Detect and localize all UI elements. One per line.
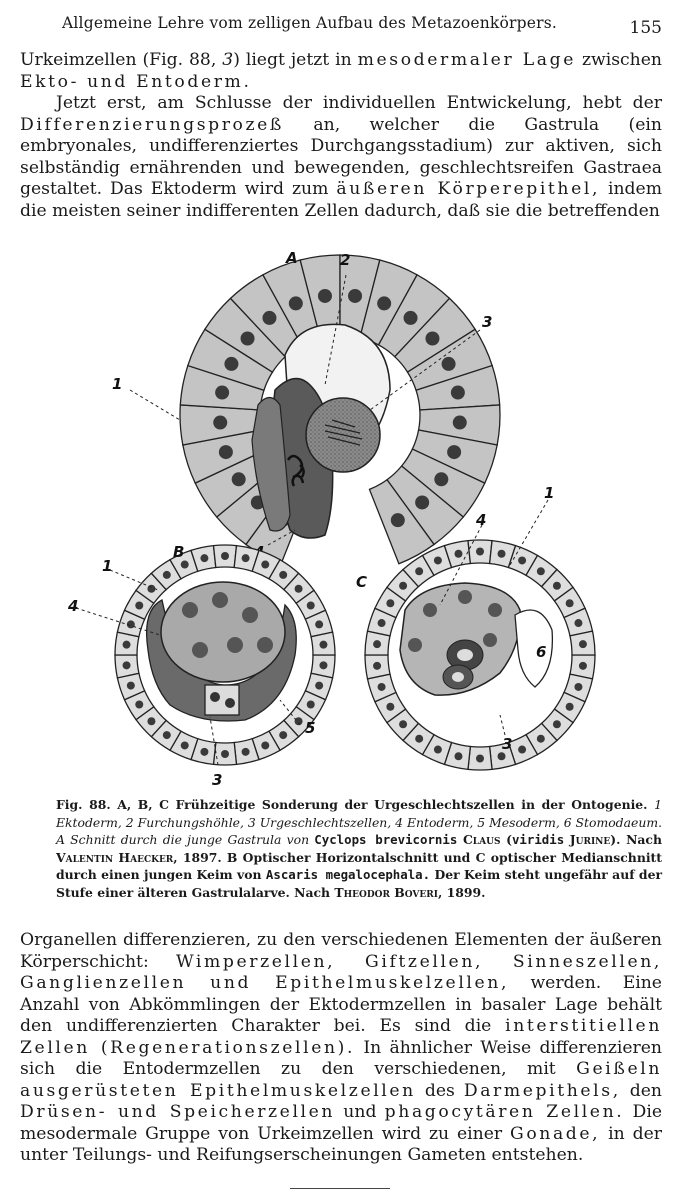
- figure-c-number: 4: [476, 511, 487, 529]
- page-number: 155: [629, 18, 662, 38]
- text-run: Der Keim steht ungefähr auf der Stufe einer älteren Gastrulalarve. Nach: [56, 867, 662, 900]
- spaced-term: Ekto- und Entoderm.: [20, 71, 252, 92]
- figure-a-nucleus: [219, 445, 233, 459]
- figure-b-nucleus: [135, 701, 143, 709]
- figure-c-nucleus: [566, 703, 574, 711]
- figure-b-nucleus: [315, 620, 323, 628]
- figure-b-nucleus: [315, 682, 323, 690]
- text-run: Urkeimzellen (Fig. 88,: [20, 50, 223, 70]
- figure-b-nucleus: [200, 554, 208, 562]
- figure-c-stomodaeum: [515, 610, 552, 687]
- figure-a-nucleus: [453, 416, 467, 430]
- figure-b-nucleus: [135, 602, 143, 610]
- figure-b-nucleus: [147, 717, 155, 725]
- figure-c-nucleus: [553, 720, 561, 728]
- figure-c-entoderm-nucleus: [483, 633, 497, 647]
- figure-a-nucleus: [404, 311, 418, 325]
- figure-b-nucleus: [123, 661, 131, 669]
- figure-a-nucleus: [241, 332, 255, 346]
- author-name: Claus: [457, 832, 501, 847]
- text-run: in der unter Teilungs- und Reifungserscheinungen Gameten entstehen.: [20, 1123, 662, 1165]
- spaced-term: Geißeln ausgerüsteten Epithelmuskelzellen: [20, 1059, 662, 1101]
- figure-c-nucleus: [373, 662, 381, 670]
- figure-b-entoderm-nucleus: [212, 592, 228, 608]
- spaced-term: Differenzierungsprozeß: [20, 114, 285, 135]
- figure-a-nucleus: [434, 472, 448, 486]
- text-run: und: [335, 1102, 385, 1122]
- figure-c-nucleus: [399, 720, 407, 728]
- text-run: Jetzt erst, am Schlusse der individuellen Entwickelung, hebt der: [56, 93, 662, 113]
- figure-c-number: 3: [502, 735, 513, 753]
- text-run: an, welcher die Gastrula (ein embryonales, undifferenziertes Durchgangsstadium) zur aktiven, sich selbständig ernährenden und bewegenden, geschlechtsreifen Gastraea gestaltet. Das Ektoderm wird zum: [20, 114, 662, 199]
- figure-a-nucleus: [213, 416, 227, 430]
- text-run: In ähnlicher Weise differenzieren sich die Entodermzellen zu den verschiedenen, mit: [20, 1037, 663, 1079]
- figure-b-number: 3: [212, 771, 223, 789]
- figure-c-nucleus: [415, 735, 423, 743]
- body-text-top: [20, 50, 662, 222]
- figure-c-nucleus: [518, 746, 526, 754]
- figure-c-nucleus: [454, 550, 462, 558]
- spaced-term: Darmepithels,: [463, 1080, 621, 1101]
- figure-c-nucleus: [434, 746, 442, 754]
- figure-b-nucleus: [242, 748, 250, 756]
- figure-a-nucleus: [442, 357, 456, 371]
- species-name: Ascaris megalocephala.: [265, 867, 431, 882]
- species-name: Cyclops brevicornis: [314, 832, 458, 847]
- figure-88-illustration: [70, 245, 650, 795]
- author-name: Jurine: [564, 832, 611, 847]
- figure-b-nucleus: [163, 731, 171, 739]
- figure-b-nucleus: [307, 602, 315, 610]
- figure-c-nucleus: [476, 548, 484, 556]
- text-run: den: [620, 1080, 662, 1101]
- text-run: Fig. 88. A, B, C Frühzeitige Sonderung der Urgeschlechtszellen in der Ontogenie.: [56, 797, 655, 812]
- figure-b-nucleus: [123, 641, 131, 649]
- figure-a-nucleus: [318, 289, 332, 303]
- figure-a-nucleus: [289, 296, 303, 310]
- figure-a-nucleus: [224, 357, 238, 371]
- text-run: ) liegt jetzt in: [233, 50, 358, 70]
- figure-b-number: 1: [102, 557, 113, 575]
- figure-b-nucleus: [261, 561, 269, 569]
- text-run: , 1897. B Optischer Horizontalschnitt und C optischer Medianschnitt durch einen jungen Keim von: [56, 849, 662, 882]
- figure-b-number: 5: [305, 719, 316, 737]
- figure-c-nucleus: [537, 567, 545, 575]
- body-text-bottom: [20, 930, 662, 1167]
- figure-caption: [20, 796, 662, 901]
- figure-b-label: B: [173, 543, 185, 561]
- text-run: Die mesodermale Gruppe von Urkeimzellen wird zu einer: [20, 1102, 662, 1144]
- figure-c-number: 1: [544, 484, 555, 502]
- figure-a-nucleus: [415, 495, 429, 509]
- figure-c-nucleus: [579, 640, 587, 648]
- figure-b-nucleus: [295, 717, 303, 725]
- text-run: indem die meisten seiner indifferenten Zellen dadurch, daß sie die betreffenden: [20, 179, 662, 221]
- figure-b-entoderm-nucleus: [227, 637, 243, 653]
- figure-a-number: 2: [340, 251, 351, 269]
- figure-a-nucleus: [262, 311, 276, 325]
- figure-b-nucleus: [200, 748, 208, 756]
- figure-b-germ-nucleus: [225, 698, 235, 708]
- figure-b-nucleus: [279, 571, 287, 579]
- text-run: , 1899.: [437, 884, 486, 900]
- figure-c-nucleus: [574, 619, 582, 627]
- figure-c-nucleus: [415, 567, 423, 575]
- figure-c-nucleus: [498, 752, 506, 760]
- figure-c-entoderm-nucleus: [458, 590, 472, 604]
- figure-b-nucleus: [221, 750, 229, 758]
- figure-c-nucleus: [518, 556, 526, 564]
- figure-a-nucleus: [451, 386, 465, 400]
- figure-88: [70, 245, 650, 795]
- figure-c-number: 6: [536, 643, 547, 661]
- figure-c-nucleus: [373, 640, 381, 648]
- figure-a-nucleus: [377, 296, 391, 310]
- figure-c-germ-nucleus: [452, 672, 464, 682]
- figure-c-nucleus: [454, 752, 462, 760]
- species-name: viridis: [511, 832, 565, 847]
- figure-c-nucleus: [574, 683, 582, 691]
- text-run: 3: [222, 50, 234, 70]
- figure-b-entoderm-nucleus: [182, 602, 198, 618]
- figure-a: [112, 249, 500, 564]
- figure-a-label: A: [286, 249, 298, 267]
- figure-b-nucleus: [261, 741, 269, 749]
- figure-c-nucleus: [498, 550, 506, 558]
- figure-b-number: 4: [68, 597, 79, 615]
- figure-a-nucleus: [391, 513, 405, 527]
- figure-b-nucleus: [279, 731, 287, 739]
- figure-c-nucleus: [566, 599, 574, 607]
- figure-b-nucleus: [221, 552, 229, 560]
- header-title: Allgemeine Lehre vom zelligen Aufbau des Metazoenkörpers.: [62, 14, 558, 32]
- spaced-term: phagocytären Zellen.: [384, 1102, 625, 1122]
- text-run: 1 Ektoderm, 2 Furchungshöhle, 3 Urgeschlechtszellen, 4 Entoderm, 5 Mesoderm, 6 Stomodaeum. A Schnitt durch die junge Gastrula von: [56, 797, 663, 847]
- figure-b-germ-nucleus: [210, 692, 220, 702]
- figure-c-nucleus: [399, 582, 407, 590]
- paragraph: [20, 50, 662, 93]
- figure-c-nucleus: [537, 735, 545, 743]
- figure-a-number: 3: [482, 313, 493, 331]
- figure-b-entoderm-nucleus: [242, 607, 258, 623]
- figure-b-nucleus: [307, 701, 315, 709]
- figure-b-nucleus: [319, 641, 327, 649]
- spaced-term: interstitiellen Zellen (Regenerationszellen).: [20, 1016, 662, 1058]
- paragraph: [20, 93, 662, 222]
- figure-b: [67, 543, 335, 789]
- figure-c-entoderm-nucleus: [488, 603, 502, 617]
- figure-c-nucleus: [378, 619, 386, 627]
- figure-c-nucleus: [378, 683, 386, 691]
- figure-b-nucleus: [295, 585, 303, 593]
- figure-b-nucleus: [163, 571, 171, 579]
- figure-c-nucleus: [553, 582, 561, 590]
- figure-c-nucleus: [579, 662, 587, 670]
- text-run: werden. Eine Anzahl von Abkömmlingen der Ektodermzellen in basaler Lage behält den undifferenzierten Charakter bei. Es sind die: [20, 973, 662, 1036]
- paragraph: [20, 930, 662, 1167]
- figure-a-number: 1: [112, 375, 123, 393]
- text-run: (: [500, 832, 512, 847]
- spaced-term: äußeren Körperepithel,: [336, 179, 601, 199]
- figure-c-label: C: [356, 573, 368, 591]
- spaced-term: Gonade,: [510, 1123, 601, 1144]
- figure-c-nucleus: [434, 556, 442, 564]
- figure-a-nucleus: [348, 289, 362, 303]
- figure-c-entoderm-nucleus: [408, 638, 422, 652]
- figure-b-entoderm-nucleus: [257, 637, 273, 653]
- figure-b-nucleus: [242, 554, 250, 562]
- figure-b-entoderm-nucleus: [192, 642, 208, 658]
- figure-b-nucleus: [181, 561, 189, 569]
- figure-b-nucleus: [127, 682, 135, 690]
- figure-a-nucleus: [447, 445, 461, 459]
- text-run: ). Nach: [610, 832, 662, 847]
- figure-a-nucleus: [425, 332, 439, 346]
- text-run: zwischen: [576, 50, 662, 70]
- author-name: Valentin Haecker: [56, 849, 174, 865]
- spaced-term: Wimperzellen, Giftzellen, Sinneszellen, Ganglienzellen und Epithelmuskelzellen,: [20, 951, 662, 993]
- figure-c-germ-nucleus: [457, 649, 473, 661]
- figure-c-nucleus: [476, 755, 484, 763]
- figure-c-entoderm-nucleus: [423, 603, 437, 617]
- bottom-rule: [290, 1188, 390, 1189]
- text-run: des: [415, 1080, 464, 1101]
- figure-a-nucleus: [215, 386, 229, 400]
- figure-b-nucleus: [319, 661, 327, 669]
- figure-a-nucleus: [232, 472, 246, 486]
- author-name: Theodor Boveri: [334, 884, 438, 900]
- figure-b-nucleus: [181, 741, 189, 749]
- figure-c-nucleus: [386, 703, 394, 711]
- figure-c-nucleus: [386, 599, 394, 607]
- spaced-term: Drüsen- und Speicherzellen: [20, 1102, 336, 1122]
- text-run: Organellen differenzieren, zu den verschiedenen Elementen der äußeren Körperschicht:: [20, 930, 662, 972]
- running-header: [62, 8, 662, 36]
- spaced-term: mesodermaler Lage: [357, 50, 577, 70]
- caption-text: [20, 796, 662, 901]
